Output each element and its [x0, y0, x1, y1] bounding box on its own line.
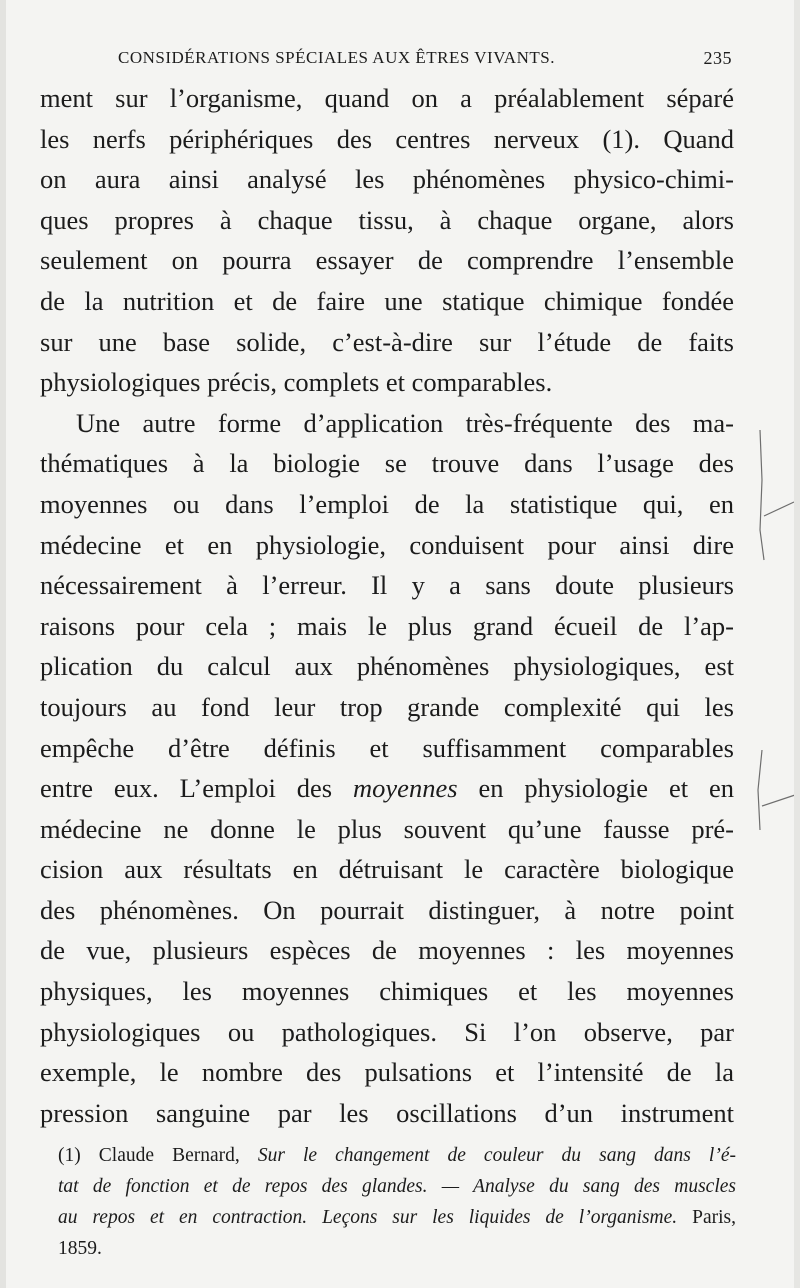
text-line: raisons pour cela ; mais le plus grand écueil de l’ap-: [40, 610, 734, 641]
text-line: on aura ainsi analysé les phénomènes physico-chimi-: [40, 164, 734, 195]
italic-term-moyennes: moyennes: [353, 773, 458, 804]
text-line: des phénomènes. On pourrait distinguer, à notre point: [40, 894, 734, 925]
text-line: de la nutrition et de faire une statique chimique fondée: [40, 285, 734, 316]
running-head: [118, 48, 738, 72]
pencil-margin-marks: [738, 420, 800, 840]
running-title: CONSIDÉRATIONS SPÉCIALES AUX ÊTRES VIVANTS.: [118, 48, 555, 67]
body-text: [40, 78, 734, 1133]
text-line: ment sur l’organisme, quand on a préalablement séparé: [40, 83, 734, 113]
text-line: physiques, les moyennes chimiques et les moyennes: [40, 976, 734, 1007]
text-line: thématiques à la biologie se trouve dans l’usage des: [40, 448, 734, 479]
footnote-line: [58, 1233, 736, 1264]
text-line: pression sanguine par les oscillations d’un instrument: [40, 1097, 734, 1128]
text-line: les nerfs périphériques des centres nerveux (1). Quand: [40, 123, 734, 154]
text-line: empêche d’être définis et suffisamment comparables: [40, 732, 734, 763]
text-line: exemple, le nombre des pulsations et l’intensité de la: [40, 1057, 734, 1088]
text-line: médecine ne donne le plus souvent qu’une fausse pré-: [40, 813, 734, 844]
footnote-place: Paris,: [677, 1207, 737, 1228]
text-line: physiologiques ou pathologiques. Si l’on observe, par: [40, 1016, 734, 1047]
footnote-title: au repos et en contraction. Leçons sur les liquides de l’organisme.: [58, 1207, 678, 1228]
text-line: [40, 768, 734, 809]
text-run: entre eux. L’emploi des: [40, 773, 354, 804]
text-line: seulement on pourra essayer de comprendre l’ensemble: [40, 245, 734, 276]
text-line: toujours au fond leur trop grande complexité qui les: [40, 691, 734, 722]
text-line: plication du calcul aux phénomènes physiologiques, est: [40, 651, 734, 682]
text-line: moyennes ou dans l’emploi de la statistique qui, en: [40, 488, 734, 519]
pencil-bracket-mark: [760, 430, 764, 560]
pencil-bracket-mark: [758, 750, 762, 830]
pencil-dash-mark: [764, 502, 794, 516]
footnote-line: [58, 1202, 736, 1233]
text-line: médecine et en physiologie, conduisent pour ainsi dire: [40, 529, 734, 560]
text-line: cision aux résultats en détruisant le caractère biologique: [40, 854, 734, 885]
text-line: de vue, plusieurs espèces de moyennes : les moyennes: [40, 935, 734, 966]
footnote-marker-author: (1) Claude Bernard,: [58, 1145, 258, 1166]
text-line: physiologiques précis, complets et comparables.: [40, 367, 553, 398]
footnote-line: [58, 1140, 736, 1171]
text-line: nécessairement à l’erreur. Il y a sans doute plusieurs: [40, 570, 734, 601]
text-line: ques propres à chaque tissu, à chaque organe, alors: [40, 204, 734, 235]
footnote-title: tat de fonction et de repos des glandes. — Analyse du sang des muscles: [58, 1176, 736, 1197]
footnote: [58, 1140, 736, 1264]
footnote-line: [58, 1171, 736, 1202]
page-number: 235: [703, 48, 732, 68]
footnote-year: 1859.: [58, 1238, 102, 1259]
paragraph-start-line: Une autre forme d’application très-fréquente des ma-: [76, 407, 734, 438]
footnote-title: Sur le changement de couleur du sang dans l’é-: [257, 1145, 736, 1166]
pencil-dash-mark: [762, 794, 798, 806]
text-line: sur une base solide, c’est-à-dire sur l’étude de faits: [40, 326, 734, 357]
text-run: en physiologie et en: [457, 773, 735, 804]
